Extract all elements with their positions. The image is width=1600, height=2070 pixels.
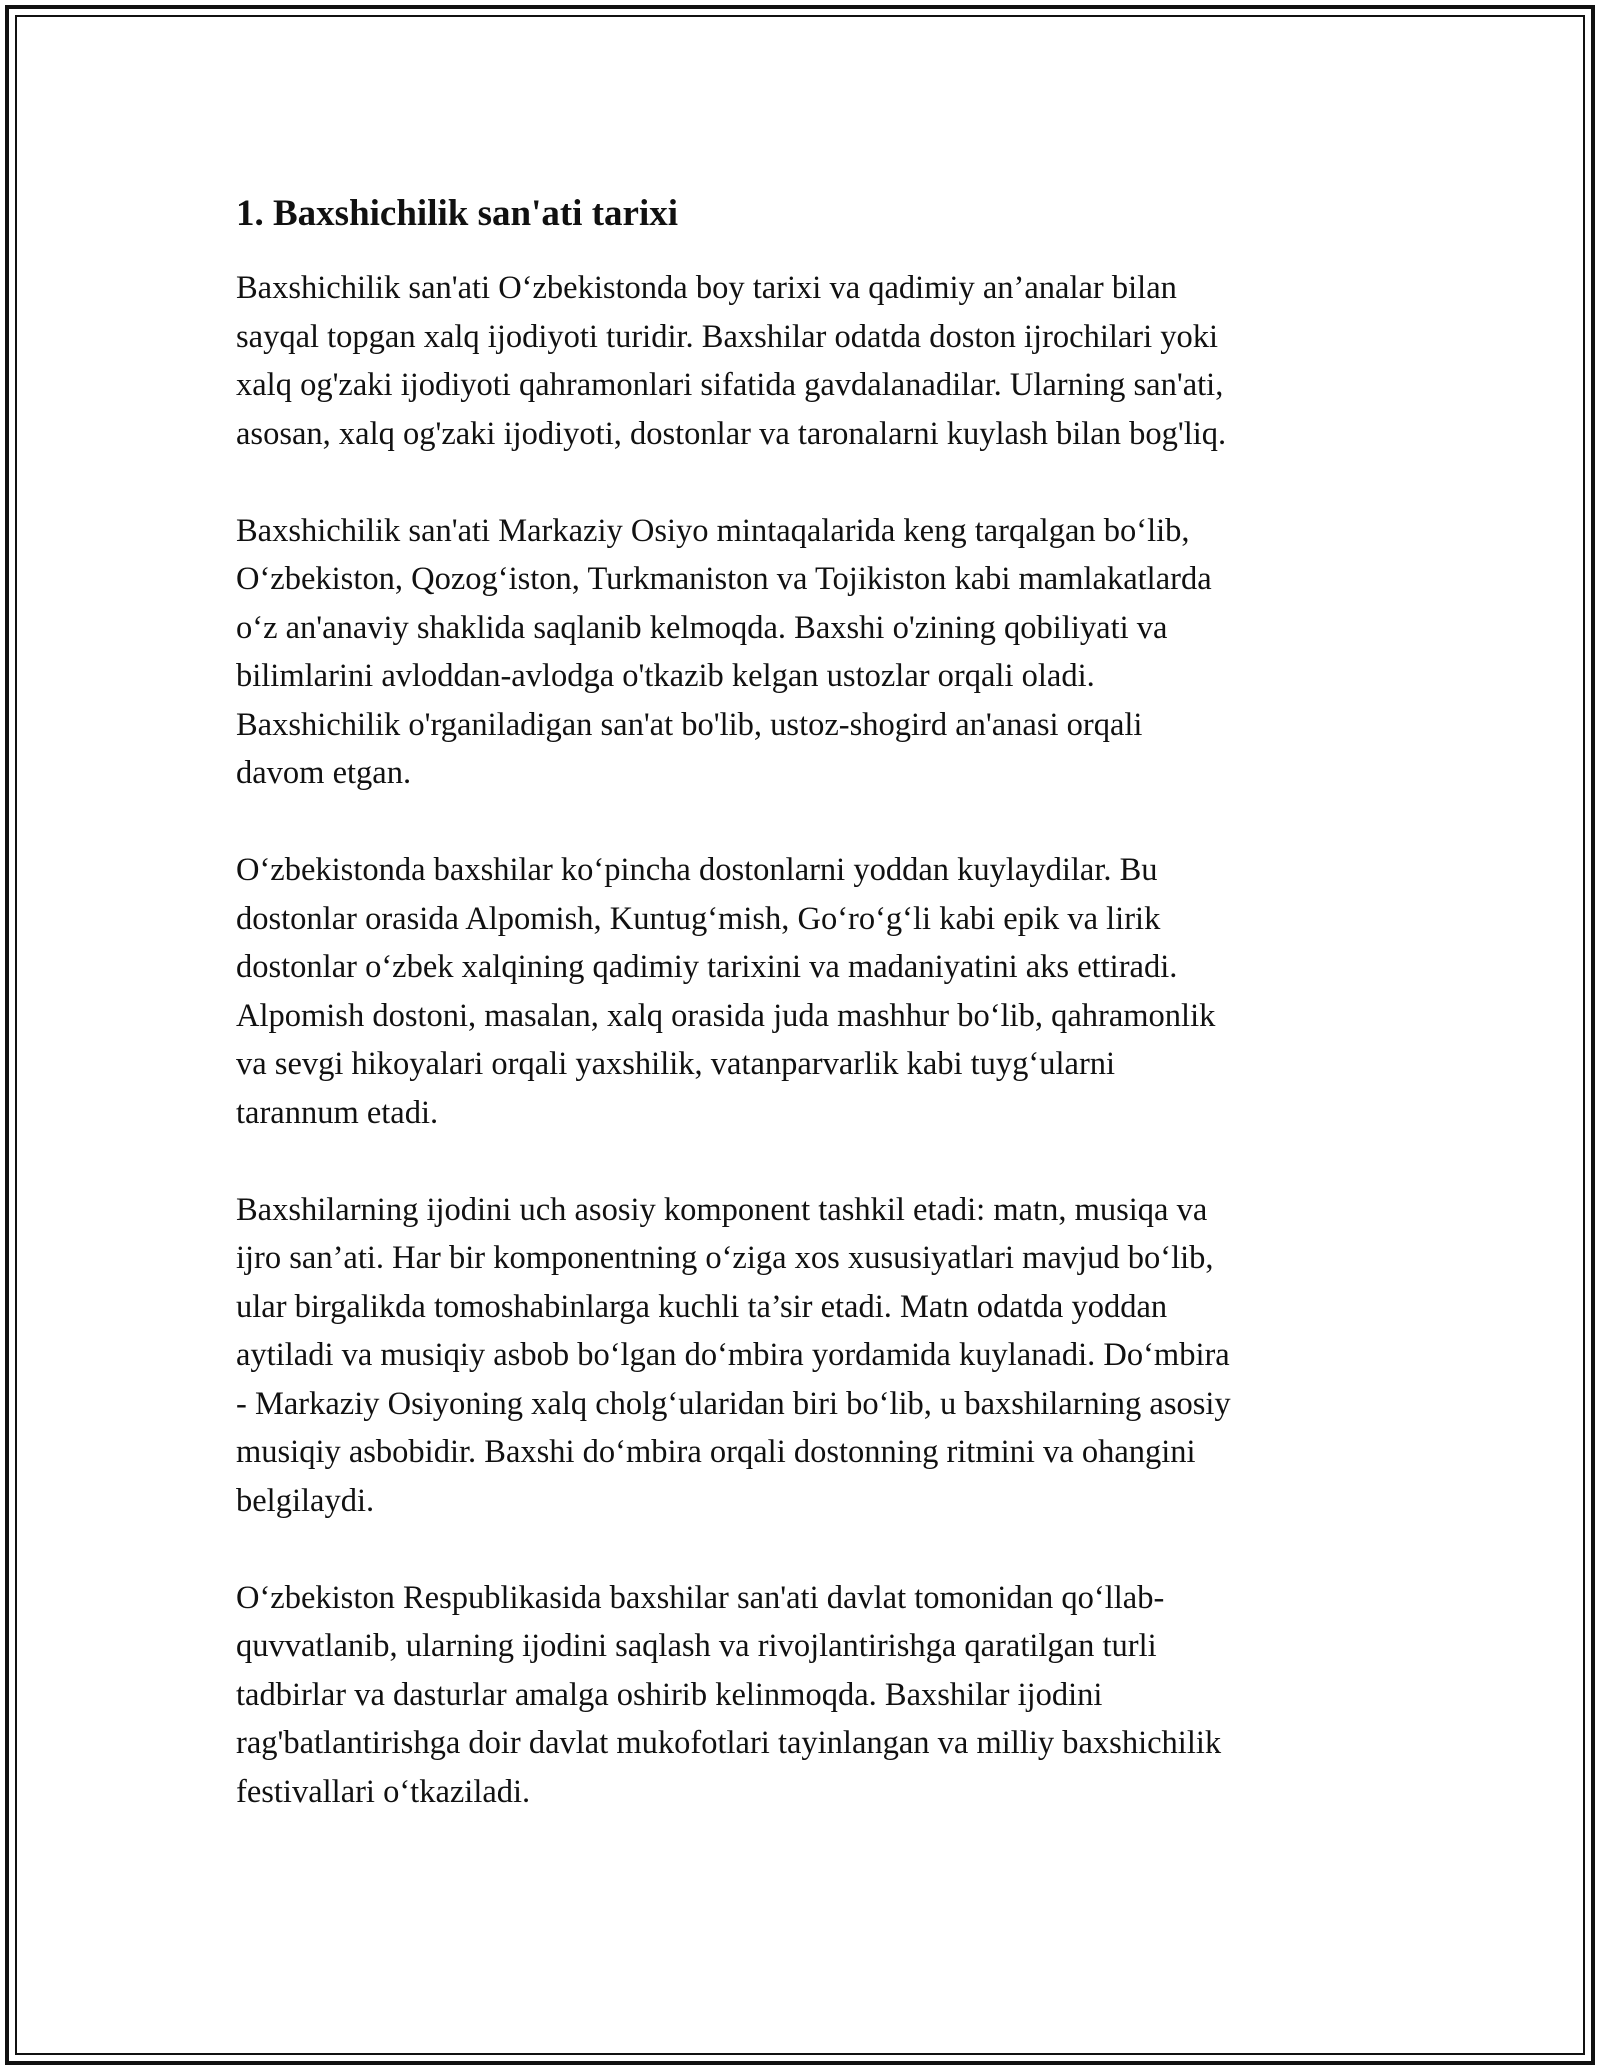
paragraph-epic-dostons bbox=[236, 846, 1366, 1137]
paragraph-line: Baxshilarning ijodini uch asosiy komponent tashkil etadi: matn, musiqa va bbox=[236, 1191, 1208, 1228]
paragraph-line: davom etgan. bbox=[236, 755, 412, 791]
paragraph-line: aytiladi va musiqiy asbob bo‘lgan do‘mbira yordamida kuylanadi. Do‘mbira bbox=[236, 1337, 1230, 1373]
paragraph-line: ular birgalikda tomoshabinlarga kuchli ta’sir etadi. Matn odatda yoddan bbox=[236, 1288, 1168, 1325]
paragraph-line: dostonlar orasida Alpomish, Kuntug‘mish, Go‘ro‘g‘li kabi epik va lirik bbox=[236, 900, 1161, 937]
paragraph-line: o‘z an'anaviy shaklida saqlanib kelmoqda. Baxshi o'zining qobiliyati va bbox=[236, 609, 1168, 646]
paragraph-line: Baxshichilik o'rganiladigan san'at bo'lib, ustoz-shogird an'anasi orqali bbox=[236, 706, 1143, 743]
paragraph-components bbox=[236, 1186, 1366, 1526]
paragraph-line: bilimlarini avloddan-avlodga o'tkazib kelgan ustozlar orqali oladi. bbox=[236, 658, 1095, 694]
paragraph-line: xalq og'zaki ijodiyoti qahramonlari sifatida gavdalanadilar. Ularning san'ati, bbox=[236, 367, 1224, 403]
paragraph-line: belgilaydi. bbox=[236, 1482, 375, 1519]
paragraph-line: - Markaziy Osiyoning xalq cholg‘ularidan biri bo‘lib, u baxshilarning asosiy bbox=[236, 1385, 1231, 1422]
paragraph-line: O‘zbekiston, Qozog‘iston, Turkmaniston va Tojikiston kabi mamlakatlarda bbox=[236, 561, 1212, 597]
paragraph-line: festivallari o‘tkaziladi. bbox=[236, 1773, 531, 1810]
paragraph-line: Baxshichilik san'ati Markaziy Osiyo mintaqalarida keng tarqalgan bo‘lib, bbox=[236, 512, 1190, 549]
paragraph-line: rag'batlantirishga doir davlat mukofotlari tayinlangan va milliy baxshichilik bbox=[236, 1725, 1222, 1761]
paragraph-line: dostonlar o‘zbek xalqining qadimiy tarixini va madaniyatini aks ettiradi. bbox=[236, 949, 1178, 985]
paragraph-line: va sevgi hikoyalari orqali yaxshilik, vatanparvarlik kabi tuyg‘ularni bbox=[236, 1046, 1116, 1082]
section-heading: 1. Baxshichilik san'ati tarixi bbox=[236, 193, 679, 234]
paragraph-line: Alpomish dostoni, masalan, xalq orasida juda mashhur bo‘lib, qahramonlik bbox=[236, 997, 1216, 1034]
paragraph-line: tarannum etadi. bbox=[236, 1094, 439, 1131]
paragraph-line: musiqiy asbobidir. Baxshi do‘mbira orqali dostonning ritmini va ohangini bbox=[236, 1434, 1196, 1470]
paragraph-line: ijro san’ati. Har bir komponentning o‘ziga xos xususiyatlari mavjud bo‘lib, bbox=[236, 1240, 1214, 1276]
paragraph-line: sayqal topgan xalq ijodiyoti turidir. Baxshilar odatda doston ijrochilari yoki bbox=[236, 318, 1219, 355]
paragraph-line: Baxshichilik san'ati O‘zbekistonda boy tarixi va qadimiy an’analar bilan bbox=[236, 270, 1177, 306]
paragraph-line: quvvatlanib, ularning ijodini saqlash va rivojlantirishga qaratilgan turli bbox=[236, 1628, 1157, 1664]
document-body bbox=[236, 186, 1366, 1865]
paragraph-line: asosan, xalq og'zaki ijodiyoti, dostonlar va taronalarni kuylash bilan bog'liq. bbox=[236, 415, 1227, 452]
paragraph-state-support bbox=[236, 1574, 1366, 1817]
paragraph-line: O‘zbekiston Respublikasida baxshilar san'ati davlat tomonidan qo‘llab- bbox=[236, 1579, 1165, 1616]
paragraph-line: O‘zbekistonda baxshilar ko‘pincha dostonlarni yoddan kuylaydilar. Bu bbox=[236, 852, 1158, 888]
paragraph-line: tadbirlar va dasturlar amalga oshirib kelinmoqda. Baxshilar ijodini bbox=[236, 1676, 1103, 1713]
paragraph-region-spread bbox=[236, 507, 1366, 798]
paragraph-history-intro bbox=[236, 264, 1366, 458]
